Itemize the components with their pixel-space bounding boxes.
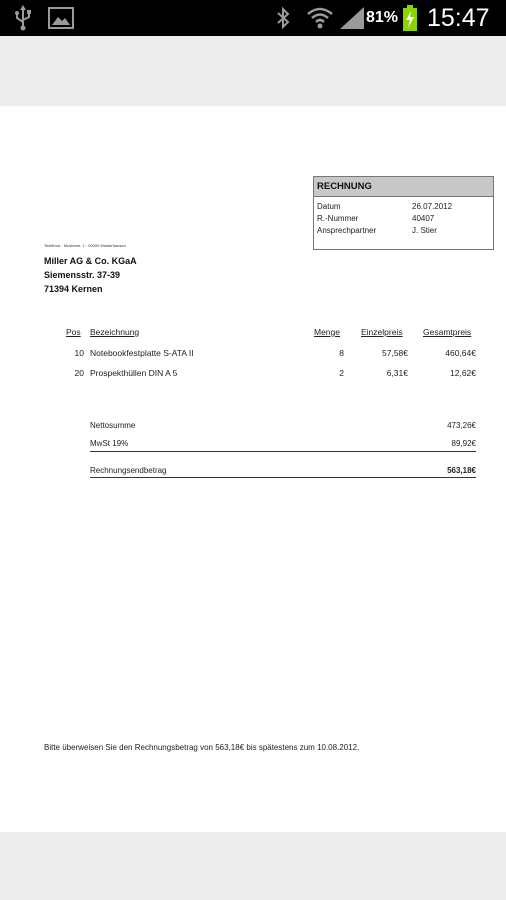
- status-bar: [0, 0, 506, 36]
- battery-charging-icon: [400, 0, 420, 36]
- row-pos: 10: [74, 348, 84, 358]
- row-desc: Prospekthüllen DIN A 5: [90, 368, 178, 378]
- col-header-total: Gesamtpreis: [423, 327, 472, 337]
- invoice-number-value: 40407: [412, 214, 435, 223]
- signal-icon: [338, 0, 366, 36]
- row-unit-price: 6,31€: [386, 368, 408, 378]
- clock: 15:47: [427, 4, 490, 32]
- col-header-pos: Pos: [66, 327, 81, 337]
- row-pos: 20: [74, 368, 84, 378]
- net-sum-label: Nettosumme: [90, 421, 136, 430]
- usb-icon: [10, 0, 36, 36]
- row-total: 460,64€: [445, 348, 476, 358]
- vat-value: 89,92€: [451, 439, 476, 448]
- recipient-city: 71394 Kernen: [44, 284, 103, 294]
- wifi-icon: [304, 0, 336, 36]
- grand-total-value: 563,18€: [447, 466, 476, 475]
- recipient-name: Miller AG & Co. KGaA: [44, 256, 137, 266]
- date-value: 26.07.2012: [412, 202, 453, 211]
- invoice-info-box: [313, 176, 494, 250]
- divider: [90, 451, 476, 452]
- invoice-page[interactable]: [0, 106, 506, 832]
- row-total: 12,62€: [450, 368, 476, 378]
- battery-percent: 81%: [366, 9, 399, 26]
- row-unit-price: 57,58€: [382, 348, 408, 358]
- row-qty: 8: [339, 348, 344, 358]
- net-sum-value: 473,26€: [447, 421, 476, 430]
- recipient-street: Siemensstr. 37-39: [44, 270, 121, 280]
- row-desc: Notebookfestplatte S-ATA II: [90, 348, 194, 358]
- col-header-qty: Menge: [314, 327, 340, 337]
- image-icon: [46, 0, 76, 36]
- col-header-desc: Bezeichnung: [90, 327, 140, 337]
- col-header-unit: Einzelpreis: [361, 327, 403, 337]
- contact-value: J. Stier: [412, 226, 437, 235]
- date-label: Datum: [317, 202, 341, 211]
- bluetooth-icon: [270, 0, 296, 36]
- payment-note: Bitte überweisen Sie den Rechnungsbetrag von 563,18€ bis spätestens zum 10.08.2012.: [44, 743, 360, 752]
- row-qty: 2: [339, 368, 344, 378]
- divider: [90, 477, 476, 478]
- contact-label: Ansprechpartner: [317, 226, 377, 235]
- invoice-number-label: R.-Nummer: [317, 214, 359, 223]
- sender-line: Testfirma · Musterstr. 1 · 00000 Musterhausen: [44, 243, 126, 248]
- vat-label: MwSt 19%: [90, 439, 129, 448]
- grand-total-label: Rechnungsendbetrag: [90, 466, 167, 475]
- invoice-box-title: RECHNUNG: [314, 177, 493, 197]
